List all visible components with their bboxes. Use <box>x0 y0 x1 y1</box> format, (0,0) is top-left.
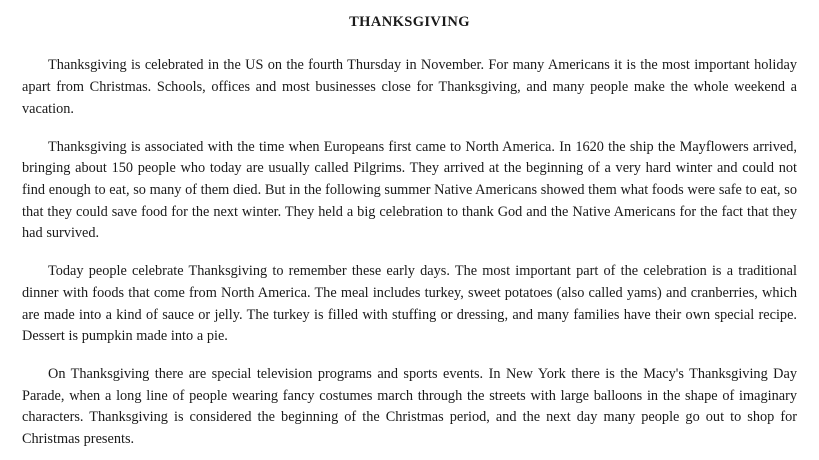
paragraph-4: On Thanksgiving there are special television programs and sports events. In New York there is the Macy's Thanksgiving Day Parade, when a long line of people wearing fancy costumes march through the streets with large balloons in the shape of imaginary characters. Thanksgiving is considered the beginning of the Christmas period, and the next day many people go out to shop for Christmas presents. <box>22 366 797 448</box>
page-title: THANKSGIVING <box>349 14 470 30</box>
paragraph-1: Thanksgiving is celebrated in the US on the fourth Thursday in November. For many Americans it is the most important holiday apart from Christmas. Schools, offices and most businesses close for Thanksgiving, and many people make the whole weekend a vacation. <box>22 57 797 117</box>
paragraph-2: Thanksgiving is associated with the time when Europeans first came to North America. In 1620 the ship the Mayflowers arrived, bringing about 150 people who today are usually called Pilgrims. They arrived at the beginning of a very hard winter and could not find enough to eat, so many of them died. But in the following summer Native Americans showed them what foods were safe to eat, so that they could save food for the next winter. They held a big celebration to thank God and the Native Americans for the fact that they had survived. <box>22 138 797 242</box>
document-body <box>22 55 797 451</box>
paragraph-3: Today people celebrate Thanksgiving to remember these early days. The most important part of the celebration is a traditional dinner with foods that come from North America. The meal includes turkey, sweet potatoes (also called yams) and cranberries, which are made into a kind of sauce or jelly. The turkey is filled with stuffing or dressing, and many families have their own special recipe. Dessert is pumpkin made into a pie. <box>22 263 797 345</box>
